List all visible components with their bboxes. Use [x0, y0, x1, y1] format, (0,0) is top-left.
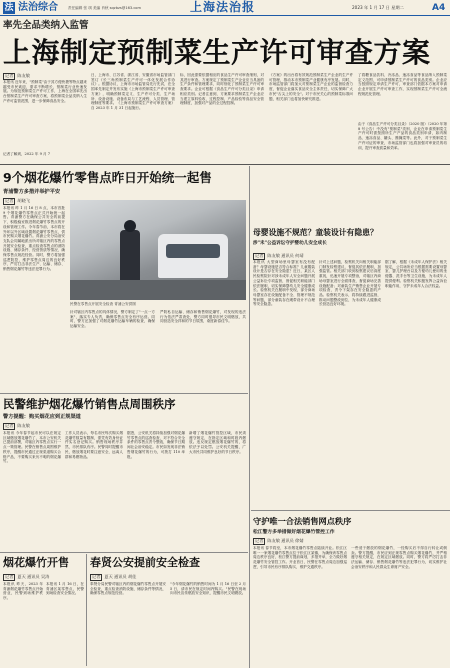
story2-subhead: 青浦警方多措并举护平安: [3, 189, 61, 195]
story5-byline: [253, 538, 304, 545]
lead-quote-line: 记者了解到，2022 年 9 月 7: [3, 152, 51, 156]
story2-text-col1: 本报讯 昨 1 月 16 日 8 点，本市首批 9 个烟花爆竹零售点正式开始统一起售。青浦警方在确保公共安全的前提下，积极稳妥推进烟花爆竹零售点的开设和管理工作。今年春节前，本市将在外环以外区域设置烟花爆竹零售点，供市民购买烟花爆竹。青浦公安分局治安支队会同属地派出所对辖区内的零售点开展安全检查，重点检查零售点的消防设施、储存条件、经营资质等情况，确保零售点规范经营。同时，警方将加强巡逻防控，维护零售点周边的良好秩序，严厉打击非法生产、运输、储存、销售烟花爆竹等违法犯罪行为。: [3, 206, 65, 272]
story4-subhead: 涉"未"公益诉讼守护婴幼儿安全成长: [253, 241, 327, 246]
section-title: 法治综合: [18, 2, 58, 13]
right-column-divider: [249, 166, 250, 668]
story2-byline: [3, 198, 30, 205]
story3-subhead: 警方提醒：购买烟花应到正规渠道: [3, 414, 81, 420]
byline-tag: 记者: [5, 423, 14, 428]
story5-text-col1: 本报讯 春节将至，本市烟花爆竹零售点陆续开业。松江区唯一一家烟花爆竹零售点位于松江区某镇，为确保该零售点周边秩序良好，松江警方提前谋划，多措并举，全力做好烟花爆竹安全管控工作。开业首日，民警在零售点周边加强巡逻，引导市民有序排队购买，维护交通秩序。: [253, 546, 347, 569]
page-number: A4: [432, 3, 446, 13]
story3-byline: [3, 423, 30, 430]
byline-name: 胡晓飞: [17, 198, 30, 203]
story5-headline: 守护唯一合法销售网点秩序: [253, 516, 352, 526]
editor-line: 责任编辑 张 琪 美编 肖秋 sqzbzs@163.com: [68, 6, 141, 10]
byline-name: 陈友敏: [17, 423, 30, 428]
section-logo-icon: 法: [4, 3, 14, 13]
story4-headline: 母婴设施不规范？童装设计有隐患？: [253, 228, 378, 237]
bottom-left-rule: [0, 552, 248, 553]
story6-7-divider: [86, 554, 87, 666]
lead-divider: [0, 164, 450, 165]
story7-headline: 春贤公安提前安全检查: [90, 556, 200, 569]
story3-headline: 民警维护烟花爆竹销售点周围秩序: [3, 397, 176, 411]
byline-name: 陈友敏: [17, 73, 30, 78]
story5-text-col2: 一些适于燃放的烟花爆竹，一经购买后不得自行转让或倒卖。警方提醒，市民应到正规零售点购买烟花爆竹，并严格遵守相关规定，在规定区域燃放。同时，警方将严厉打击非法运输、储存、销售烟花爆竹等违法犯罪行为，切实维护社会治安秩序和人民群众生命财产安全。: [351, 546, 447, 569]
story6-byline: [3, 574, 49, 581]
byline-tag: 记者: [92, 574, 101, 579]
story7-byline: [90, 574, 136, 581]
photo-vehicle-window: [166, 244, 220, 258]
story5-top-rule: [251, 510, 450, 511]
byline-tag: 记者: [5, 73, 14, 78]
story4-text-col2: 针对上述问题，检察机关向相关职能部门制发检察建议，督促其依法履职，加强监管。相关部门收到检察建议后高度重视，迅速开展专项整治，对辖区内商场母婴室进行全面排查，督促商场完善设施配备；对童装生产销售企业开展专项检查，责令下架存在安全隐患的产品。检察机关表示，将持续跟进监督，推动问题整改到位，为未成年人健康成长营造良好环境。: [319, 260, 381, 307]
paper-name: 上海法治报: [190, 0, 256, 14]
lead-text-col5b: 由于《食品生产许可分类目录》（2020 版）（2020 年第 8 号公告）中没有"预制菜"类别，企业在申请预制菜生产许可时需按照所生产产品的食品类别申请，如肉制品、速冻食品、罐头、酱腌菜等。此外，对于预制菜生产许可证的审查，市场监管部门也将加强对审查员的培训，提升审查质量和效率。: [358, 122, 447, 150]
byline-tag: 记者: [255, 253, 264, 258]
story2-text-bottom: 针对辖区内零售点的具体情况，警方制定了"一点一方案"，落实专人负责，确保零售点安全有序运营。同时，警方还加强了对烟花爆竹运输车辆的检查，确保运输安全。: [70, 310, 155, 329]
lead-text-col4: 《方案》的出台将有效规范预制菜生产企业的生产许可管理，推动本市预制菜产业健康有序发展。同时，市场监管部门将加大对预制菜生产企业的监督检查力度，督促企业落实食品安全主体责任，切实保障广大市民"舌尖上的安全"。对于市民关心的预制菜标准问题，相关部门也将加快研究推进。: [269, 73, 353, 101]
story6-text-col1: 本报讯 昨天，2023 年青浦烟花爆竹零售点开始营业，民警到场维护秩序。: [3, 582, 43, 601]
byline-tag: 记者: [5, 574, 14, 579]
story2-photo-caption: 民警在零售点开展安全检查 青浦公安供图: [70, 302, 136, 306]
photo-road: [70, 280, 246, 300]
story3-top-rule: [0, 393, 248, 394]
lead-text-col1: 本报讯 近年来，"预制菜"由于其方便快捷等特点越来越受市民欢迎，需求不断增长，预制菜行业快速发展。为规范预制菜生产许可工作，上海在全国率先出台预制菜生产许可审查方案，将预制菜全品类纳入生产许可监管范围，进一步保障食品安全。: [3, 80, 87, 103]
byline-tag: 记者: [255, 538, 264, 543]
story6-text-col2: 本报讯 1 月 16 日，在青浦区某零售点，民警到场检查安全情况。: [46, 582, 84, 596]
lead-byline: [3, 73, 30, 80]
byline-tag: 记者: [5, 198, 14, 203]
byline-name: 夏天 通讯员 胡佳: [104, 574, 137, 579]
issue-date: 2023 年 1 月 17 日 星期二: [352, 5, 404, 10]
lead-text-col3: 标，因此需要依据相应的食品生产许可审查细则，对其进行审查。方案规定了预制菜生产企业应当具备的生产条件和管理要求，同时细化了预制菜生产许可审查要求。企业可根据《食品生产许可分类目录》申请相应类别。记者注意到，方案要求预制菜生产企业应当建立原料验收、过程控制、产品检验等食品安全管理制度，加强对产品的全过程控制。: [180, 73, 264, 106]
story2-text-bottom2: 严防私自运输、储存和销售烟花爆竹，对发现的违法行为依法严肃查处，警方同时倡导市民文明燃放，共同营造安全祥和的节日氛围，欢度新春佳节。: [160, 310, 246, 324]
story7-text-col1: 奉贤分局民警对辖区内的烟花爆竹零售点开展安全检查，重点检查消防设施、储存条件等情况，确保零售点规范经营。: [90, 582, 166, 596]
story4-text-col3: 据了解，根据《未成年人保护法》相关规定，公共场所应当根据需要设置母婴室、婴儿护理台以及方便幼儿使用的坐便器、洗手台等卫生设施，为未成年人提供便利。检察机关积极发挥公益诉讼职能作用，守护未成年人合法权益。: [385, 260, 447, 288]
story3-text-col3: 据悉，公安机关将持续加强对烟花爆竹零售点的巡查检查，对不符合安全条件的零售点责令整改，确保节日期间社会治安稳定。市民如发现非法销售烟花爆竹的行为，可拨打 110 举报。: [127, 431, 185, 459]
story2-headline: 9个烟花爆竹零售点昨日开始统一起售: [3, 170, 212, 185]
story7-text-col2: "今年烟花爆竹的销售时间为 1 月 16 日至 2 月 5 日，请市民在规定时间内购买。"民警在现场向市民宣传燃放安全知识，提醒市民文明燃放。: [170, 582, 246, 596]
lead-headline: 上海制定预制菜生产许可审查方案: [3, 36, 431, 69]
story5-subhead: 松江警方多举措做好烟花爆竹管控工作: [253, 530, 335, 535]
lead-kicker: 率先全品类纳入监管: [3, 20, 89, 31]
byline-name: 陈友敏 通讯员 徐婧: [267, 538, 304, 543]
lead-text-col5: 了将糖食品饮料、冷冻品、速冻食品等食品纳入预制菜定义范围，可申请预制菜生产许可的食品类别。企业应当按照规定申请生产许可，审查部门依据本方案对申请企业开展生产许可审查工作，实现预制菜生产许可全流程规范化管理。: [358, 73, 447, 96]
byline-name: 夏天 通讯员 吴涛: [17, 574, 50, 579]
story4-text-col1: 本报讯 大型商场里母婴室有没有配备？母婴设施是否符合标准？儿童服装设计是否存在安全隐患？近日，某区人民检察院针对涉未成年人安全问题开展公益诉讼专项监督，督促相关职能部门依法履职，切实保障婴幼儿安全健康成长。检察机关在履职中发现，部分商场母婴室存在设施配备不全、管理不规范等问题，部分童装存在绳带设计不合理等安全隐患。: [253, 260, 315, 307]
byline-name: 陈友敏 通讯员 何靖: [267, 253, 304, 258]
story3-text-col1: 本报讯 今年春节起市民可以在规定区域燃放烟花爆竹了，本市公安机关已提前部署，对辖区内零售点实行一点一策管理。民警在销售点周围维护秩序，提醒市民通过正规渠道购买合格产品，不要购买来历不明的烟花爆竹。: [3, 431, 61, 464]
story6-headline: 烟花爆竹开售: [3, 556, 69, 569]
story2-photo: [70, 200, 246, 300]
lead-text-col2: 日，上海市、江苏省、浙江省、安徽省市场监管部门签订《长三角预制菜生产许可一体化发展合作协议》。根据协议，上海市市场监管局先行先试，在全国率先制定并发布实施《上海市预制菜生产许可审查方案》，明确预制菜定义、生产许可分类、生产场所、设备设施、设备布局与工艺流程、人员管理、管理制度等要求。《上海市预制菜生产许可审查方案》自 2023 年 1 月 31 日起施行。: [91, 73, 175, 110]
story3-text-col4: 新增了烟花爆竹管控区域，市民须遵守规定，在指定区域和时段内燃放。违反规定燃放烟花爆竹的，将依法予以处罚。公安机关提醒，广大市民共同维护良好的节日秩序。: [189, 431, 246, 454]
photo-officer-head: [124, 220, 136, 232]
story3-text-col2: 工作人员表示，每名市民每次购买烟花爆竹数量有限制，需凭有效身份证件实名登记购买。销售现场秩序井然，市民排队有序。民警同时提醒市民，燃放烟花时要注意安全，远离人群和易燃物品。: [65, 431, 123, 459]
story4-byline: [253, 253, 304, 260]
